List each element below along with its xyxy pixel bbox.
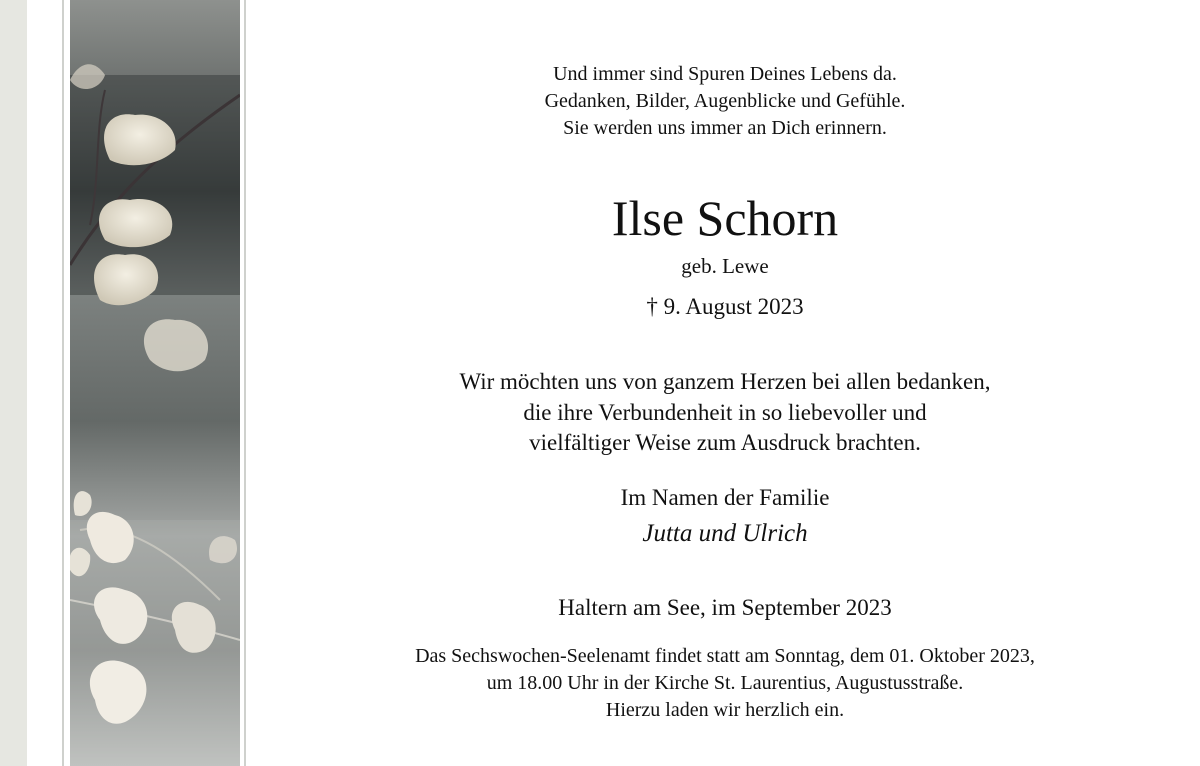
ginkgo-leaves-image — [70, 0, 240, 766]
frame-line-left — [62, 0, 64, 766]
service-line-3: Hierzu laden wir herzlich ein. — [605, 699, 845, 721]
service-line-2: um 18.00 Uhr in der Kirche St. Laurentius, Augustusstraße. — [486, 672, 964, 694]
place-and-date: Haltern am See, im September 2023 — [558, 595, 892, 620]
verse-line-2: Gedanken, Bilder, Augenblicke und Gefühle. — [544, 90, 906, 112]
notice-text-column — [250, 0, 1200, 766]
floral-photo-strip — [70, 0, 240, 766]
left-edge-strip — [0, 0, 27, 766]
frame-line-right — [244, 0, 246, 766]
service-line-1: Das Sechswochen-Seelenamt findet statt am Sonntag, dem 01. Oktober 2023, — [415, 645, 1035, 667]
thanks-line-3: vielfältiger Weise zum Ausdruck brachten. — [529, 430, 921, 455]
thanks-line-1: Wir möchten uns von ganzem Herzen bei allen bedanken, — [459, 369, 991, 394]
family-names: Jutta und Ulrich — [642, 520, 808, 547]
family-lead: Im Namen der Familie — [620, 485, 830, 510]
verse-line-1: Und immer sind Spuren Deines Lebens da. — [553, 63, 897, 85]
death-date: † 9. August 2023 — [646, 294, 804, 319]
deceased-name: Ilse Schorn — [611, 190, 839, 246]
verse-line-3: Sie werden uns immer an Dich erinnern. — [563, 117, 887, 139]
birth-name: geb. Lewe — [681, 254, 769, 278]
thanks-line-2: die ihre Verbundenheit in so liebevoller und — [523, 400, 927, 425]
